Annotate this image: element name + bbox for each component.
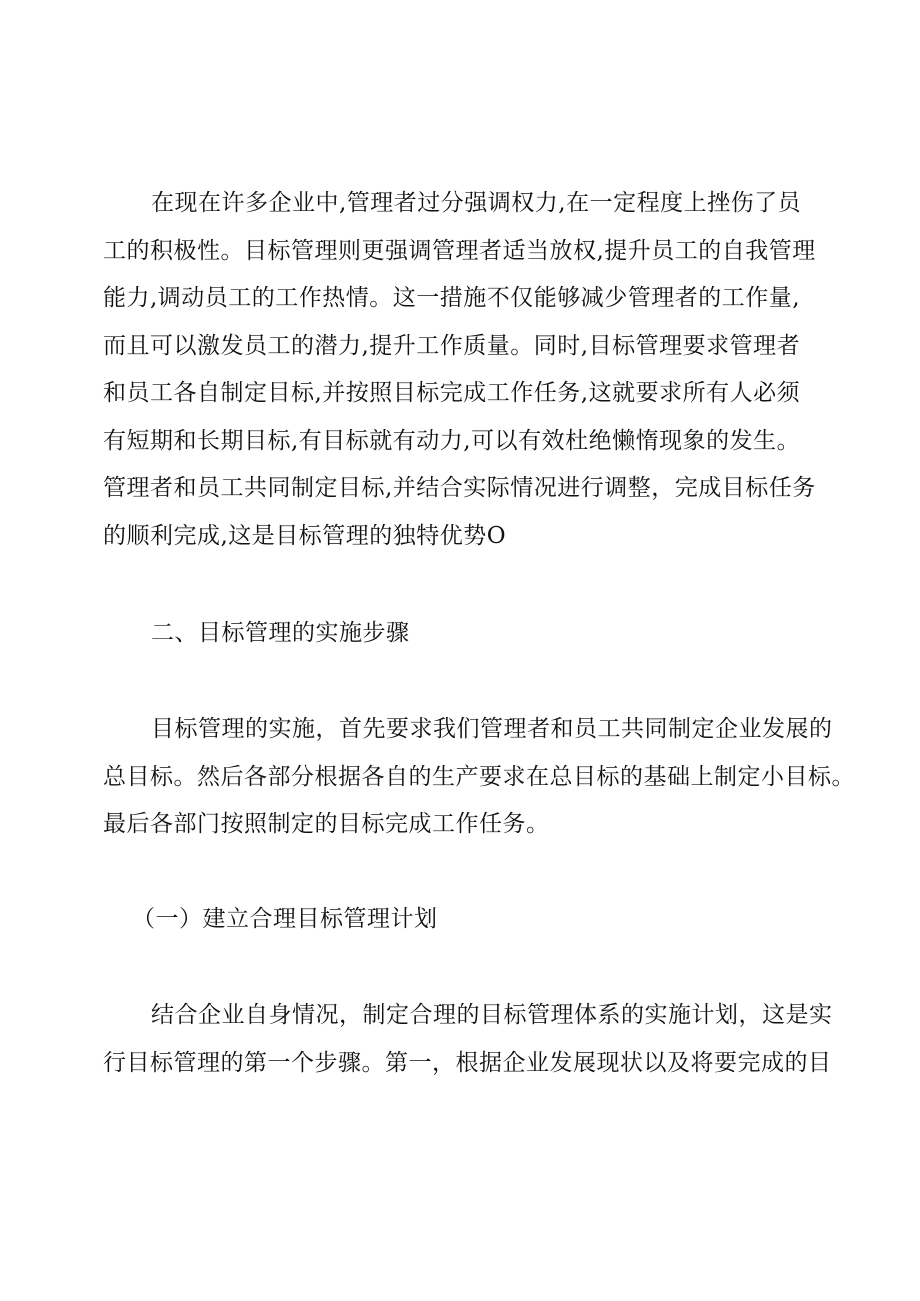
paragraph-line: 结合企业自身情况，制定合理的目标管理体系的实施计划，这是实 xyxy=(151,1002,833,1028)
paragraph-line: 的顺利完成,这是目标管理的独特优势O xyxy=(103,522,507,549)
paragraph-line: 和员工各自制定目标,并按照目标完成工作任务,这就要求所有人必须 xyxy=(103,380,801,406)
paragraph-line: 工的积极性。目标管理则更强调管理者适当放权,提升员工的自我管理 xyxy=(103,237,816,264)
paragraph-line: 而且可以激发员工的潜力,提升工作质量。同时,目标管理要求管理者 xyxy=(103,332,801,359)
paragraph-line: 行目标管理的第一个步骤。第一，根据企业发展现状以及将要完成的目 xyxy=(103,1049,832,1076)
paragraph-implementation-steps xyxy=(103,706,855,849)
paragraph-line: 最后各部门按照制定的目标完成工作任务。 xyxy=(103,811,550,837)
paragraph-line: 目标管理的实施，首先要求我们管理者和员工共同制定企业发展的 xyxy=(151,716,833,742)
paragraph-line: 有短期和长期目标,有目标就有动力,可以有效杜绝懒惰现象的发生。 xyxy=(103,427,801,454)
paragraph-line: 在现在许多企业中,管理者过分强调权力,在一定程度上挫伤了员 xyxy=(151,190,802,216)
paragraph-line: 总目标。然后各部分根据各自的生产要求在总目标的基础上制定小目标。 xyxy=(103,763,855,790)
paragraph-line: 管理者和员工共同制定目标,并结合实际情况进行调整，完成目标任务 xyxy=(103,475,816,501)
paragraph-plan xyxy=(103,992,843,1087)
paragraph-target-management-advantages xyxy=(103,180,843,560)
subsection-heading: （一）建立合理目标管理计划 xyxy=(132,906,438,932)
paragraph-line: 能力,调动员工的工作热情。这一措施不仅能够减少管理者的工作量, xyxy=(103,285,801,311)
section-heading: 二、目标管理的实施步骤 xyxy=(151,620,410,646)
